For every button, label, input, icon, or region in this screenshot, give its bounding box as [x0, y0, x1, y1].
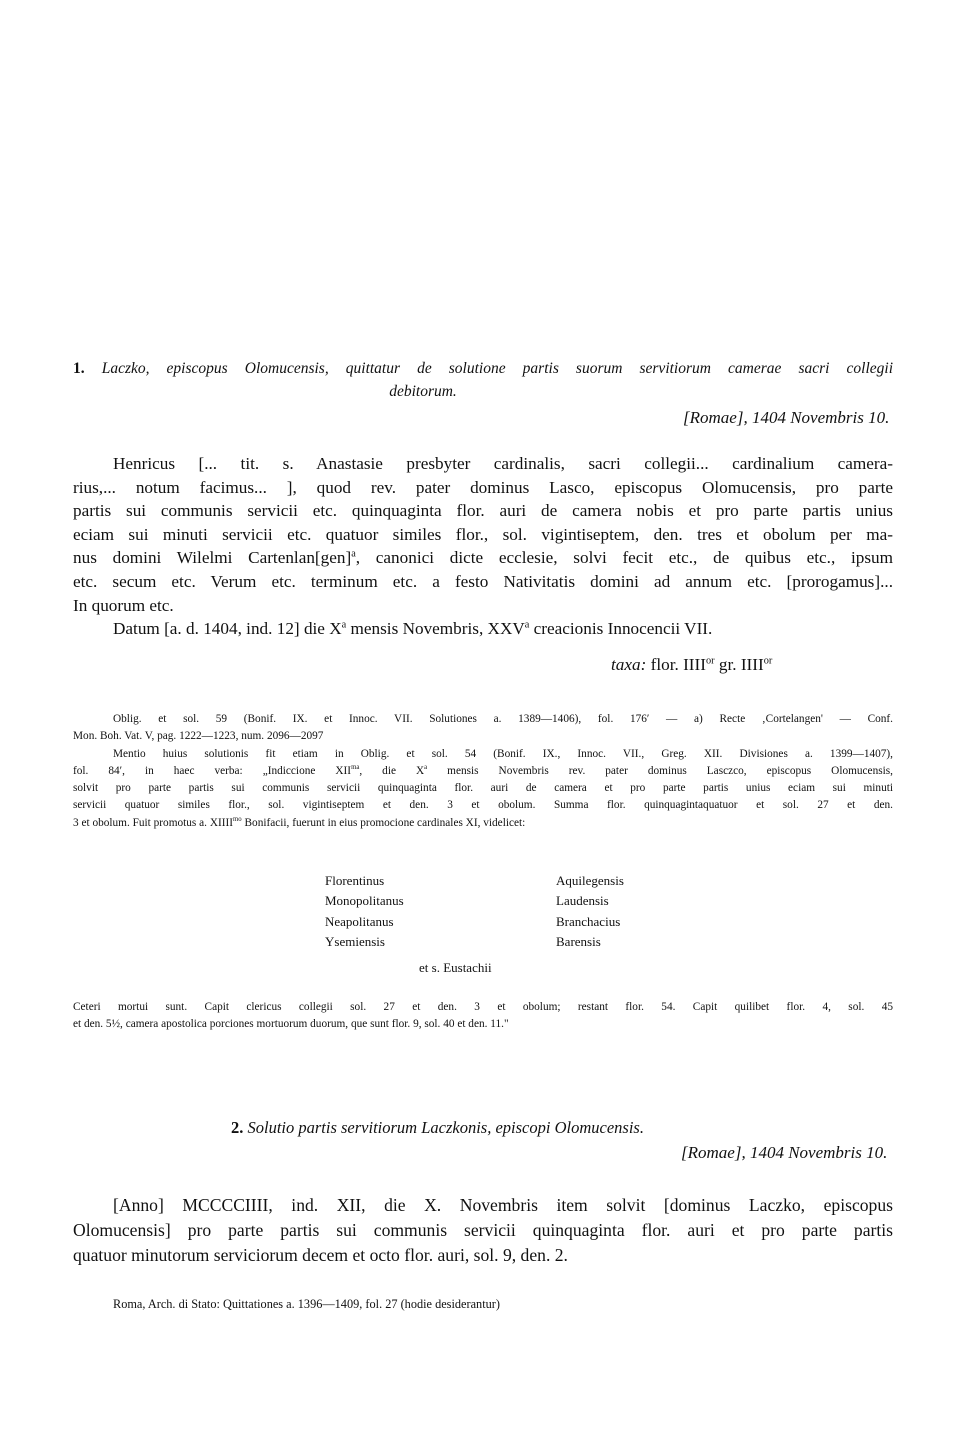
- cardinals-right-column: [556, 871, 624, 952]
- datum-sup: a: [341, 619, 347, 631]
- cardinal-name: Aquilegensis: [556, 873, 624, 888]
- doc2-heading: [231, 1117, 644, 1138]
- doc1-line5-post: , canonici dicte ecclesie, solvi fecit etc., de quibus etc., ipsum: [355, 548, 893, 568]
- doc1-date: [Romae], 1404 Novembris 10.: [683, 408, 890, 427]
- doc1-line5-pre: nus domini Wilelmi Cartenlan[gen]: [73, 548, 352, 568]
- doc1-text: [73, 452, 893, 641]
- doc2-source: Roma, Arch. di Stato: Quittationes a. 1396—1409, fol. 27 (hodie desiderantur): [113, 1297, 500, 1311]
- doc1-datum: [73, 617, 893, 641]
- doc1-line: partis sui communis servicii etc. quinquaginta flor. auri de camera nobis et pro parte partis unius: [73, 501, 893, 521]
- doc1-line: rius,... notum facimus... ], quod rev. pater dominus Lasco, episcopus Olomucensis, pro parte: [73, 477, 893, 497]
- note-mid: , die X: [359, 764, 425, 777]
- cardinal-name: Ysemiensis: [325, 933, 385, 949]
- doc1-line: In quorum etc.: [73, 595, 174, 615]
- doc2-heading-text: Solutio partis servitiorum Laczkonis, episcopi Olomucensis.: [247, 1118, 644, 1137]
- doc1-notes: [73, 711, 893, 832]
- note-line: Mon. Boh. Vat. V, pag. 1222—1223, num. 2096—2097: [73, 730, 324, 743]
- note-post: Bonifacii, fuerunt in eius promocione cardinales XI, videlicet:: [241, 816, 526, 829]
- note-post: mensis Novembris rev. pater dominus Lasczco, episcopus Olomucensis,: [427, 764, 893, 777]
- datum-sup: a: [524, 619, 530, 631]
- doc1-heading: [73, 358, 893, 379]
- doc1-heading-line1: Laczko, episcopus Olomucensis, quittatur de solutione partis suorum servitiorum camerae sacri collegii: [101, 360, 894, 377]
- note-sup: ma: [351, 764, 360, 772]
- taxa-mid: gr. IIII: [714, 655, 764, 674]
- doc1-line: [73, 546, 893, 570]
- doc2-line: quatuor minutorum serviciorum decem et octo flor. auri, sol. 9, den. 2.: [73, 1245, 568, 1265]
- note-pre: fol. 84′, in haec verba: „Indiccione XII: [73, 764, 352, 777]
- taxa-sup: or: [705, 655, 715, 667]
- cardinal-name: Florentinus: [325, 873, 385, 888]
- footnote-mark: a: [351, 548, 356, 560]
- note-line: Ceteri mortui sunt. Capit clericus collegii sol. 27 et den. 3 et obolum; restant flor. 54. Capit quilibet flor. 4, sol. 45: [73, 1001, 893, 1013]
- note-line: Mentio huius solutionis fit etiam in Oblig. et sol. 54 (Bonif. IX., Innoc. VII., Greg. XII. Divisiones a. 1399—1407),: [113, 747, 893, 760]
- taxa-label: taxa:: [611, 655, 647, 674]
- note-line: solvit pro parte partis sui communis servicii quinquaginta flor. auri de camera et pro parte partis unius eciam sui minuti: [73, 782, 893, 795]
- note-sup: mo: [233, 816, 242, 824]
- doc1-taxa: [611, 653, 772, 677]
- note-line: [73, 815, 893, 832]
- doc1-line: Henricus [... tit. s. Anastasie presbyter cardinalis, sacri collegii... cardinalium camera-: [113, 454, 893, 473]
- note-line: Oblig. et sol. 59 (Bonif. IX. et Innoc. VII. Solutiones a. 1389—1406), fol. 176′ — a) Recte ‚Cortelangen' — Conf.: [113, 713, 893, 725]
- cardinal-name: Barensis: [556, 933, 601, 949]
- note-line: [73, 763, 893, 780]
- note-sup: a: [424, 764, 428, 772]
- doc1-note3: [73, 999, 893, 1034]
- doc2-date: [Romae], 1404 Novembris 10.: [681, 1143, 888, 1162]
- cardinal-name: Branchacius: [556, 913, 621, 929]
- note-line: servicii quatuor similes flor., sol. vigintiseptem et den. 3 et obolum. Summa flor. quinquagintaquatuor et sol. 27 et den.: [73, 799, 893, 812]
- cardinal-name: Laudensis: [556, 893, 609, 909]
- doc2-line: [Anno] MCCCCIIII, ind. XII, die X. Novembris item solvit [dominus Laczko, episcopus: [113, 1195, 893, 1215]
- doc1-line: eciam sui minuti servicii etc. quatuor similes flor., sol. vigintiseptem, den. tres et obolum per ma-: [73, 524, 893, 544]
- datum-post: creacionis Innocencii VII.: [529, 619, 713, 639]
- cardinal-name: Monopolitanus: [325, 893, 404, 909]
- cardinals-left-column: [325, 871, 404, 952]
- taxa-pre: flor. IIII: [646, 655, 706, 674]
- note-pre: 3 et obolum. Fuit promotus a. XIIII: [73, 816, 234, 829]
- doc2-text: [73, 1193, 893, 1268]
- doc2-line: Olomucensis] pro parte partis sui communis servicii quinquaginta flor. auri et pro parte partis: [73, 1220, 893, 1240]
- datum-mid: mensis Novembris, XXV: [346, 619, 525, 639]
- cardinal-name: Neapolitanus: [325, 913, 394, 929]
- doc1-heading-line2: debitorum.: [389, 383, 457, 400]
- doc1-line: etc. secum etc. Verum etc. terminum etc. a festo Nativitatis domini ad annum etc. [prorogamus]...: [73, 571, 893, 591]
- datum-pre: Datum [a. d. 1404, ind. 12] die X: [113, 619, 342, 639]
- doc2-number: 2.: [231, 1118, 244, 1137]
- doc1-number: 1.: [73, 360, 85, 377]
- cardinal-last: et s. Eustachii: [419, 960, 492, 975]
- note-line: et den. 5½, camera apostolica porciones mortuorum duorum, que sunt flor. 9, sol. 40 et den. 11.": [73, 1018, 509, 1031]
- taxa-sup: or: [763, 655, 773, 667]
